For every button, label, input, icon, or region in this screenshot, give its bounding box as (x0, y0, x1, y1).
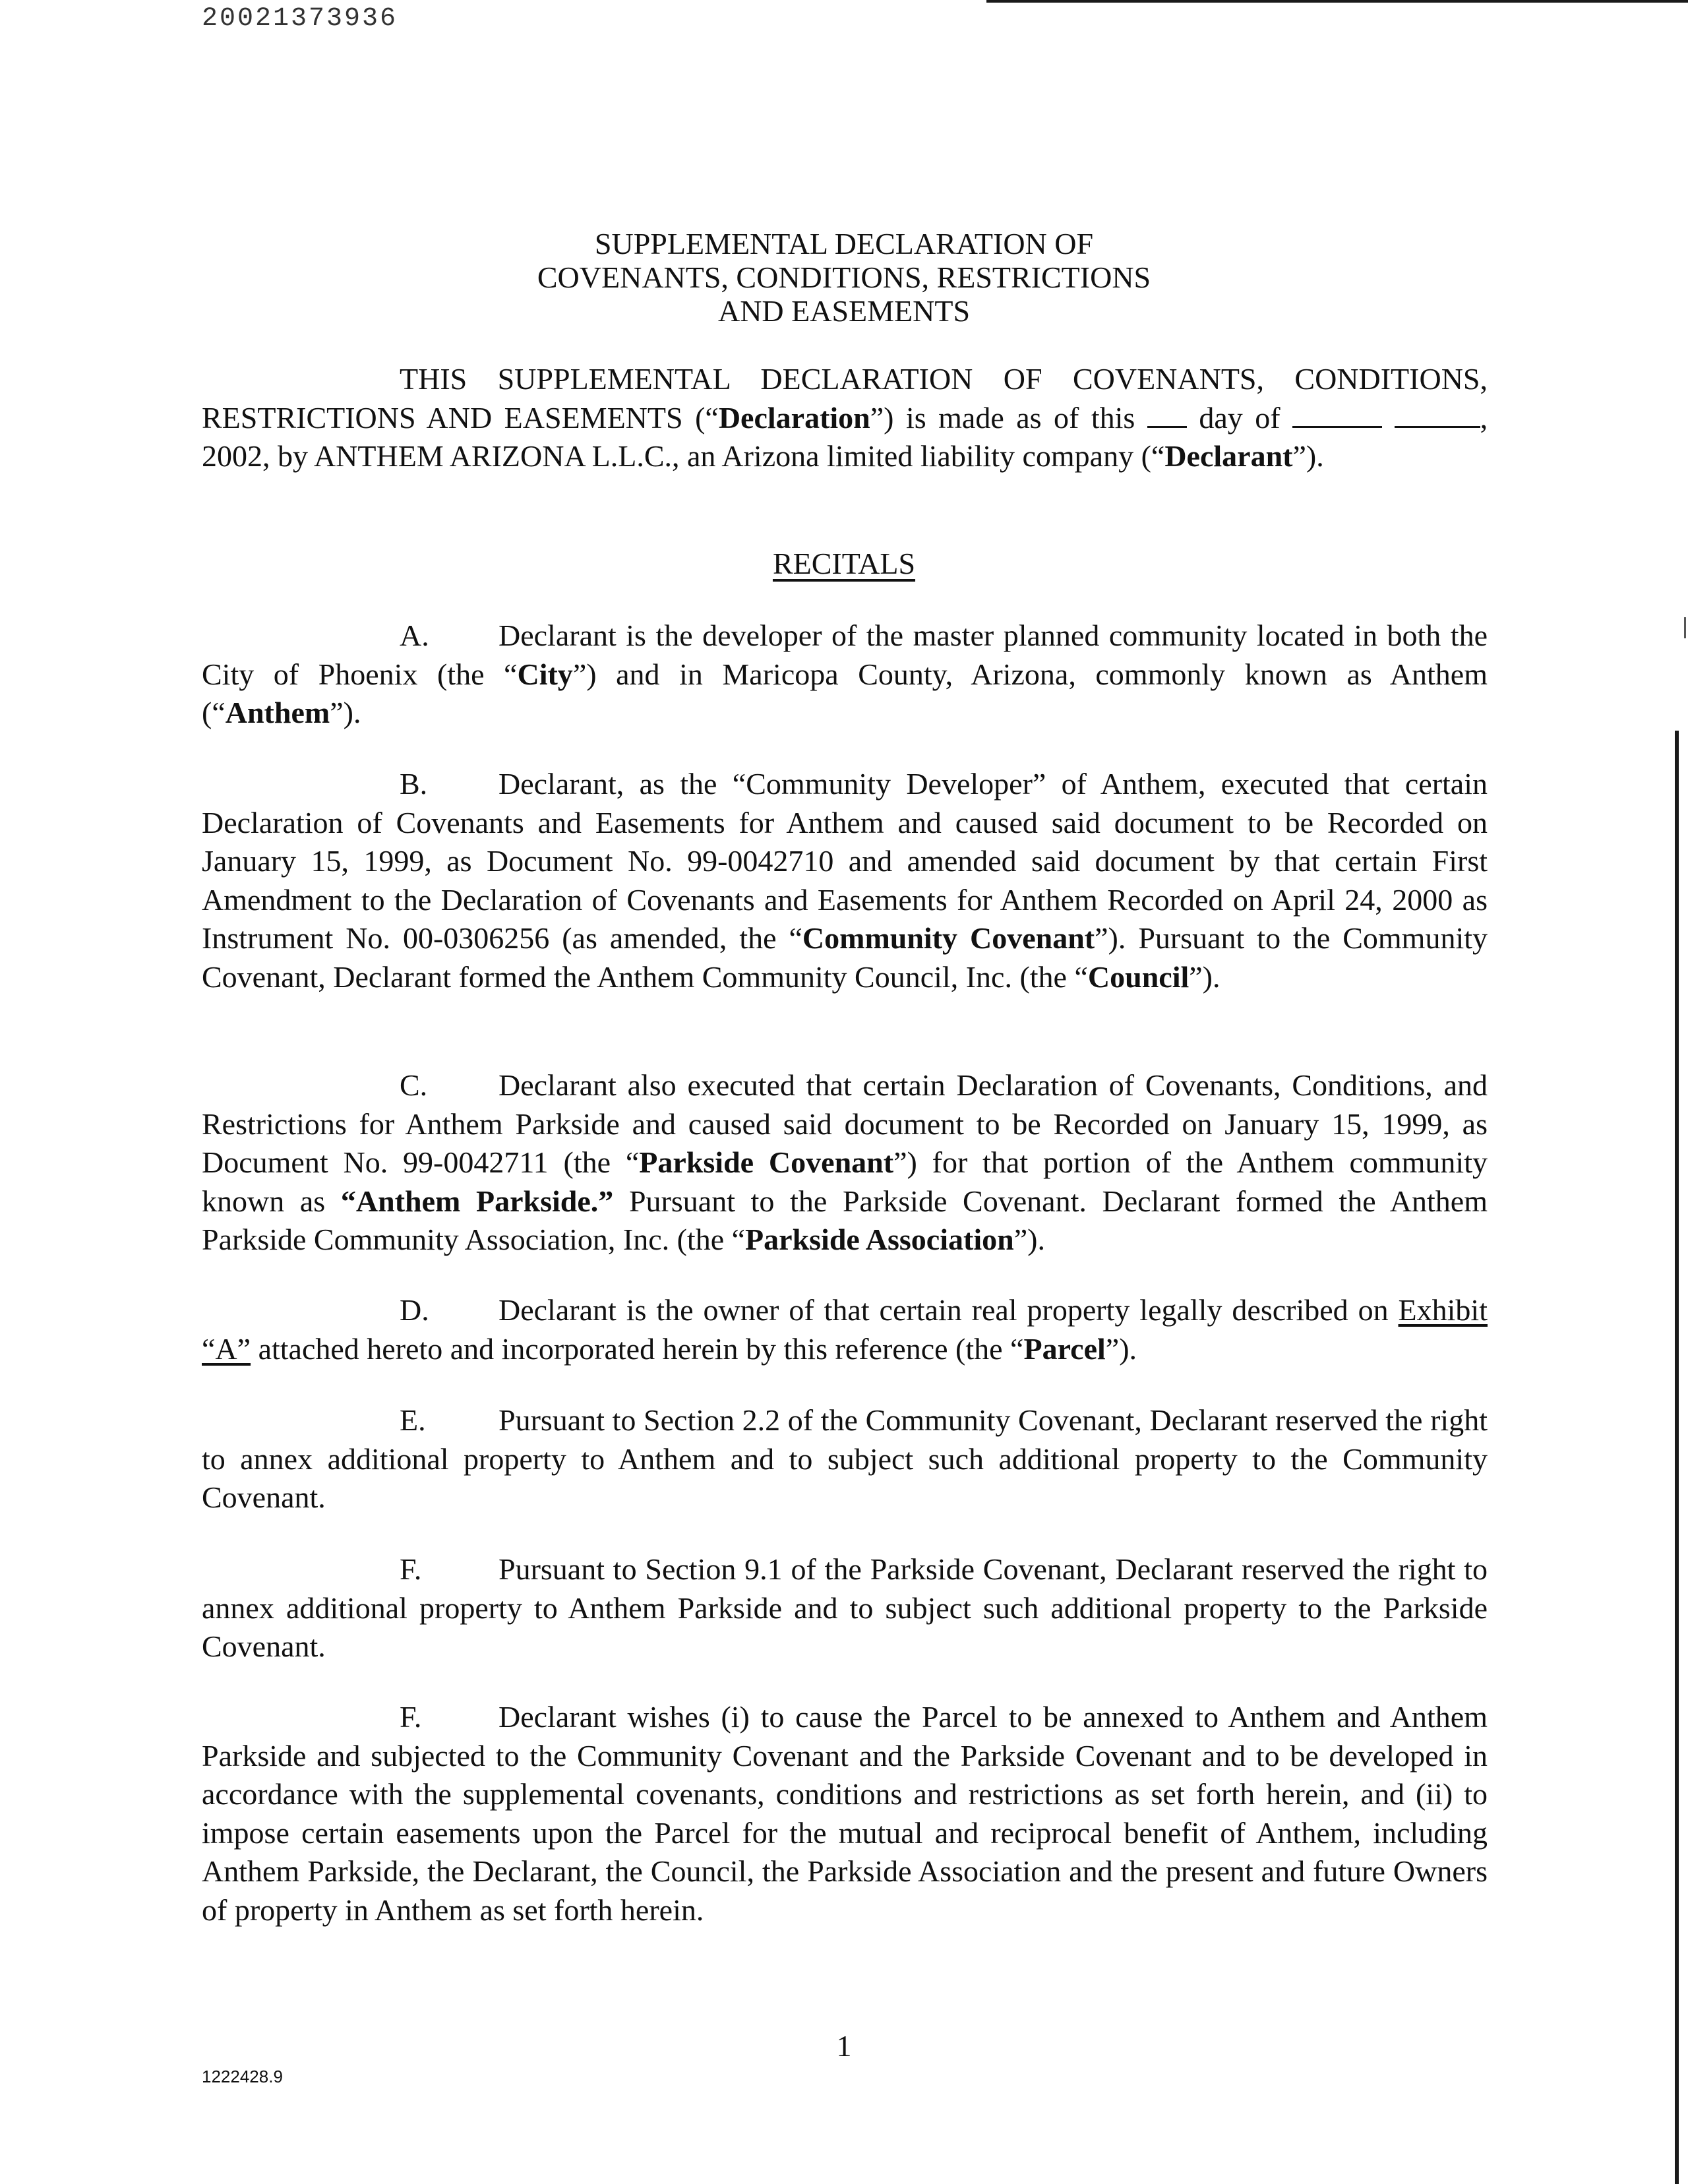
intro-part-3: day of (1199, 400, 1281, 435)
declaration-term: Declaration (718, 400, 870, 435)
city-term: City (517, 657, 573, 691)
month-blank-2 (1395, 401, 1480, 428)
recital-f (202, 1550, 1488, 1666)
month-blank-1 (1292, 401, 1382, 428)
recital-c (202, 1066, 1488, 1259)
recital-b-text-3: ”). (1189, 959, 1221, 994)
intro-paragraph (202, 360, 1488, 476)
title-line-2: COVENANTS, CONDITIONS, RESTRICTIONS (537, 260, 1151, 294)
title-line-3: AND EASEMENTS (717, 294, 971, 328)
council-term: Council (1087, 959, 1190, 994)
recital-c-text-1: Declarant also executed that certain Declaration of Covenants, Conditions, and Restrictions for Anthem Parkside and caused said document to be Recorded on January 15, 1999, as Document No. 99-0042711 (the “ (202, 1068, 1488, 1179)
recital-e (202, 1401, 1488, 1517)
recital-a-letter: A. (400, 619, 429, 652)
recital-b-text-2: ”). Pursuant to the Community Covenant, Declarant formed the Anthem Community Council, Inc. (the “ (202, 921, 1488, 994)
anthem-term: Anthem (225, 696, 330, 729)
right-margin-tick (1684, 617, 1686, 638)
recital-b (202, 765, 1488, 996)
recital-f-second (202, 1698, 1488, 1929)
recital-d (202, 1291, 1488, 1368)
recital-e-letter: E. (400, 1403, 426, 1437)
page-number: 1 (836, 2029, 852, 2063)
recording-number: 20021373936 (202, 4, 398, 34)
recital-a-text-2: ”) and in Maricopa County, Arizona, commonly known as Anthem (“ (202, 657, 1488, 729)
day-blank (1147, 401, 1187, 428)
recital-c-letter: C. (400, 1068, 428, 1102)
intro-part-1: THIS SUPPLEMENTAL DECLARATION OF COVENANTS, CONDITIONS, RESTRICTIONS AND EASEMENTS (“ (202, 362, 1488, 435)
exhibit-a-reference: Exhibit “A” (202, 1293, 1488, 1366)
right-margin-rule (1675, 731, 1679, 2184)
document-id: 1222428.9 (202, 2067, 283, 2086)
declarant-term: Declarant (1164, 439, 1293, 473)
recital-c-text-3: Pursuant to the Parkside Covenant. Declarant formed the Anthem Parkside Community Association, Inc. (the “ (202, 1184, 1488, 1256)
title-line-1: SUPPLEMENTAL DECLARATION OF (594, 227, 1094, 260)
recital-f-second-text: Declarant wishes (i) to cause the Parcel to be annexed to Anthem and Anthem Parkside and subjected to the Community Covenant and the Parkside Covenant and to be developed in accordance with the supplemental covenants, conditions and restrictions as set forth herein, and (ii) to impose certain easements upon the Parcel for the mutual and reciprocal benefit of Anthem, including Anthem Parkside, the Declarant, the Council, the Parkside Association and the present and future Owners of property in Anthem as set forth herein. (202, 1700, 1488, 1927)
recital-b-text-1: Declarant, as the “Community Developer” of Anthem, executed that certain Declaration of Covenants and Easements for Anthem and caused said document to be Recorded on January 15, 1999, as Document No. 99-0042710 and amended said document by that certain First Amendment to the Declaration of Covenants and Easements for Anthem Recorded on April 24, 2000 as Instrument No. 00-0306256 (as amended, the “ (202, 767, 1488, 955)
document-title (0, 227, 1688, 328)
parcel-term: Parcel (1023, 1331, 1106, 1366)
recital-a (202, 617, 1488, 733)
recitals-heading: RECITALS (772, 547, 916, 580)
community-covenant-term: Community Covenant (802, 921, 1095, 955)
recital-d-text-3: ”). (1105, 1331, 1137, 1366)
recital-d-text-2: attached hereto and incorporated herein by this reference (the “ (251, 1331, 1024, 1366)
intro-part-5: ”). (1292, 439, 1324, 473)
recital-e-text: Pursuant to Section 2.2 of the Community Covenant, Declarant reserved the right to annex additional property to Anthem and to subject such additional property to the Community Covenant. (202, 1403, 1488, 1514)
intro-part-4: , 2002, by ANTHEM ARIZONA L.L.C., an Arizona limited liability company (“ (202, 400, 1488, 473)
parkside-association-term: Parkside Association (745, 1223, 1014, 1256)
recital-f-text: Pursuant to Section 9.1 of the Parkside Covenant, Declarant reserved the right to annex additional property to Anthem Parkside and to subject such additional property to the Parkside Covenant. (202, 1552, 1488, 1663)
recital-d-letter: D. (400, 1293, 429, 1327)
parkside-covenant-term: Parkside Covenant (639, 1145, 894, 1179)
anthem-parkside-term: “Anthem Parkside.” (340, 1184, 614, 1218)
recital-f-second-letter: F. (400, 1700, 422, 1734)
top-rule (986, 0, 1688, 3)
recital-a-text-1: Declarant is the developer of the master planned community located in both the City of Phoenix (the “ (202, 619, 1488, 691)
recital-b-letter: B. (400, 767, 428, 801)
recital-d-text-1: Declarant is the owner of that certain real property legally described on (498, 1293, 1399, 1327)
recital-f-letter: F. (400, 1552, 422, 1586)
intro-part-2: ”) is made as of this (870, 400, 1135, 435)
recital-c-text-2: ”) for that portion of the Anthem community known as (202, 1145, 1488, 1218)
recital-c-text-4: ”). (1013, 1223, 1045, 1256)
recital-a-text-3: ”). (330, 696, 361, 729)
